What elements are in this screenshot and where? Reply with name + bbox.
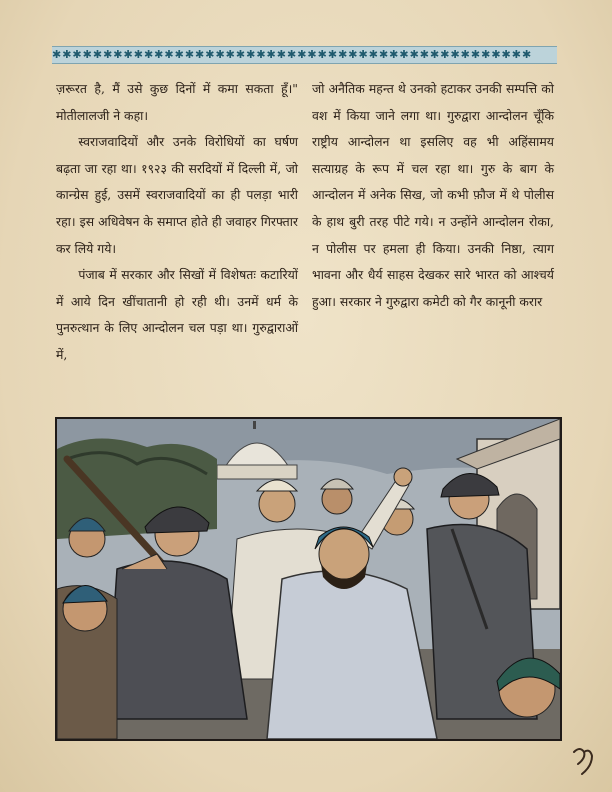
left-paragraph-2: स्वराजवादियों और उनके विरोधियों का घर्षण बढ़ता जा रहा था। १९२३ की सरदियों में दिल्ली में, जो कान्ग्रेस हुई, उसमें स्वराजवादियों का ही पलड़ा भारी रहा। इस अधिवेषन के समाप्त होते ही जवाहर गिरफ्तार कर लिये गये।: [56, 134, 298, 256]
right-paragraph-1: जो अनैतिक महन्त थे उनको हटाकर उनकी सम्पत्ति को वश में किया जाने लगा था। गुरुद्वारा आन्दोलन चूँकि राष्ट्रीय आन्दोलन था इसलिए वह भी अहिंसामय सत्याग्रह के रूप में चल रहा था। गुरु के बाग के आन्दोलन में अनेक सिख, जो कभी फ़ौज में थे पोलीस के हाथ बुरी तरह पीटे गये। न उन्होंने आन्दोलन रोका, न पोलीस पर हमला ही किया। उनकी निष्ठा, त्याग भावना और धैर्य साहस देखकर सारे भारत को आश्चर्य हुआ। सरकार ने गुरुद्वारा कमेटी को गैर कानूनी करार: [312, 81, 554, 309]
decorative-border: ✱✱✱✱✱✱✱✱✱✱✱✱✱✱✱✱✱✱✱✱✱✱✱✱✱✱✱✱✱✱✱✱✱✱✱✱✱✱✱✱✱✱✱✱✱✱✱: [52, 46, 557, 64]
right-column: [312, 76, 554, 315]
illustration-police-beating-sikhs: [55, 417, 562, 741]
left-paragraph-1: ज़रूरत है, मैं उसे कुछ दिनों में कमा सकता हूँ।" मोतीलालजी ने कहा।: [56, 81, 298, 123]
left-paragraph-3: पंजाब में सरकार और सिखों में विशेषतः कटारियों में आये दिन खींचातानी हो रही थी। उनमें धर्म के पुनरुत्थान के लिए आन्दोलन चल पड़ा था। गुरुद्वाराओं में,: [56, 267, 298, 362]
left-column: [56, 76, 298, 369]
page-number-mark: [568, 742, 598, 778]
